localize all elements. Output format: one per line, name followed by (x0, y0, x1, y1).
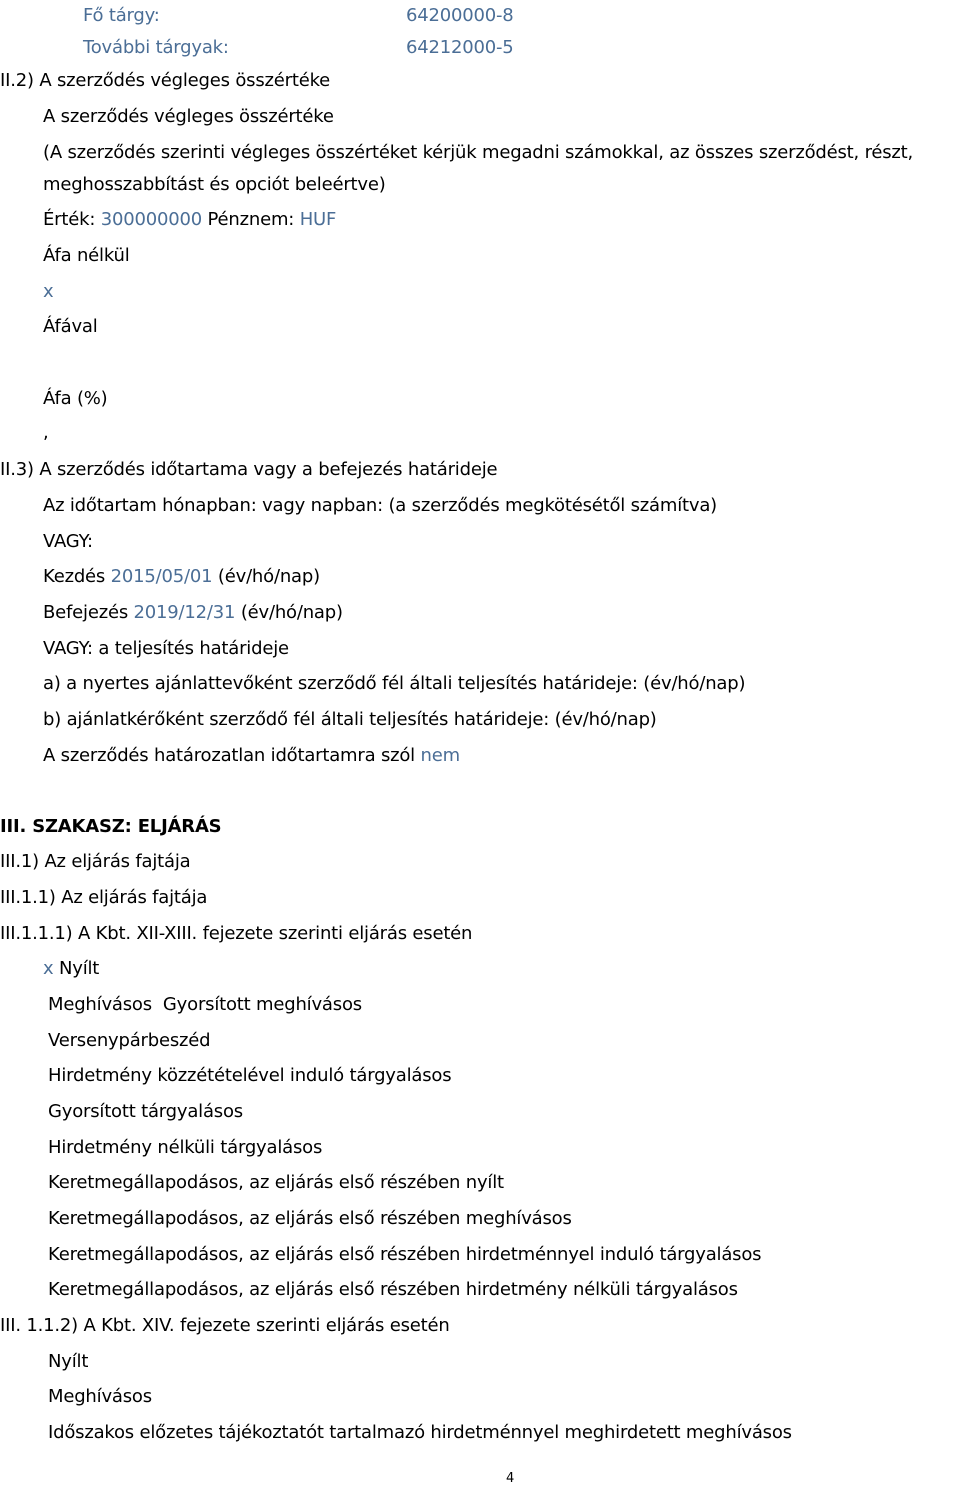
vat-percent-value: , (43, 422, 49, 443)
currency-value: HUF (299, 209, 337, 230)
vat-excluded-label: Áfa nélkül (43, 245, 130, 266)
value-row (43, 208, 336, 232)
procedure-option-selected (43, 957, 99, 981)
page-number: 4 (506, 1471, 515, 1486)
procedure-option: Hirdetmény nélküli tárgyalásos (48, 1137, 323, 1158)
or-label-2: VAGY: a teljesítés határideje (43, 638, 289, 659)
heading-iii111: III.1.1.1) A Kbt. XII-XIII. fejezete szerinti eljárás esetén (0, 923, 473, 944)
procedure-option-b: Meghívásos (48, 1386, 152, 1407)
procedure-option: Keretmegállapodásos, az eljárás első részében meghívásos (48, 1208, 572, 1229)
section-heading-iii: III. SZAKASZ: ELJÁRÁS (0, 816, 222, 837)
deadline-b: b) ajánlatkérőként szerződő fél általi teljesítés határideje: (év/hó/nap) (43, 709, 657, 730)
procedure-option-b: Nyílt (48, 1351, 89, 1372)
section-heading-ii3: II.3) A szerződés időtartama vagy a befejezés határideje (0, 459, 498, 480)
procedure-option: Keretmegállapodásos, az eljárás első részében nyílt (48, 1172, 504, 1193)
additional-subject-label: További tárgyak: (83, 37, 229, 58)
start-date-unit: (év/hó/nap) (217, 566, 320, 587)
indefinite-label: A szerződés határozatlan időtartamra szól (43, 745, 415, 766)
section-heading-ii2: II.2) A szerződés végleges összértéke (0, 70, 331, 91)
end-date-row (43, 601, 343, 625)
end-date: 2019/12/31 (133, 602, 236, 623)
start-label: Kezdés (43, 566, 106, 587)
end-date-unit: (év/hó/nap) (240, 602, 343, 623)
procedure-option: Meghívásos Gyorsított meghívásos (48, 994, 362, 1015)
deadline-a: a) a nyertes ajánlattevőként szerződő fél általi teljesítés határideje: (év/hó/nap) (43, 673, 746, 694)
value-amount: 300000000 (100, 209, 203, 230)
end-label: Befejezés (43, 602, 129, 623)
procedure-option: Keretmegállapodásos, az eljárás első részében hirdetménnyel induló tárgyalásos (48, 1244, 762, 1265)
vat-percent-label: Áfa (%) (43, 388, 108, 409)
selected-mark: x (43, 958, 54, 979)
currency-label: Pénznem: (207, 209, 295, 230)
value-label: Érték: (43, 209, 96, 230)
procedure-option: Hirdetmény közzétételével induló tárgyalásos (48, 1065, 452, 1086)
start-date: 2015/05/01 (110, 566, 213, 587)
procedure-option-b: Időszakos előzetes tájékoztatót tartalmazó hirdetménnyel meghirdetett meghívásos (48, 1422, 792, 1443)
subheading-final-value: A szerződés végleges összértéke (43, 106, 334, 127)
procedure-option: Gyorsított tárgyalásos (48, 1101, 243, 1122)
procedure-option: Versenypárbeszéd (48, 1030, 211, 1051)
start-date-row (43, 565, 320, 589)
vat-excluded-mark: x (43, 281, 54, 302)
or-label-1: VAGY: (43, 531, 93, 552)
vat-included-label: Áfával (43, 316, 98, 337)
procedure-option-label: Nyílt (58, 958, 100, 979)
procedure-option: Keretmegállapodásos, az eljárás első részében hirdetmény nélküli tárgyalásos (48, 1279, 738, 1300)
heading-iii1: III.1) Az eljárás fajtája (0, 851, 191, 872)
final-value-note-line1: (A szerződés szerinti végleges összértéket kérjük megadni számokkal, az összes szerződést, részt, (43, 142, 914, 163)
indefinite-row (43, 744, 460, 768)
main-subject-code: 64200000-8 (406, 5, 514, 26)
heading-iii112: III. 1.1.2) A Kbt. XIV. fejezete szerinti eljárás esetén (0, 1315, 450, 1336)
indefinite-value: nem (420, 745, 460, 766)
heading-iii11: III.1.1) Az eljárás fajtája (0, 887, 208, 908)
final-value-note-line2: meghosszabbítást és opciót beleértve) (43, 174, 386, 195)
main-subject-label: Fő tárgy: (83, 5, 160, 26)
additional-subject-code: 64212000-5 (406, 37, 514, 58)
duration-line: Az időtartam hónapban: vagy napban: (a szerződés megkötésétől számítva) (43, 495, 717, 516)
